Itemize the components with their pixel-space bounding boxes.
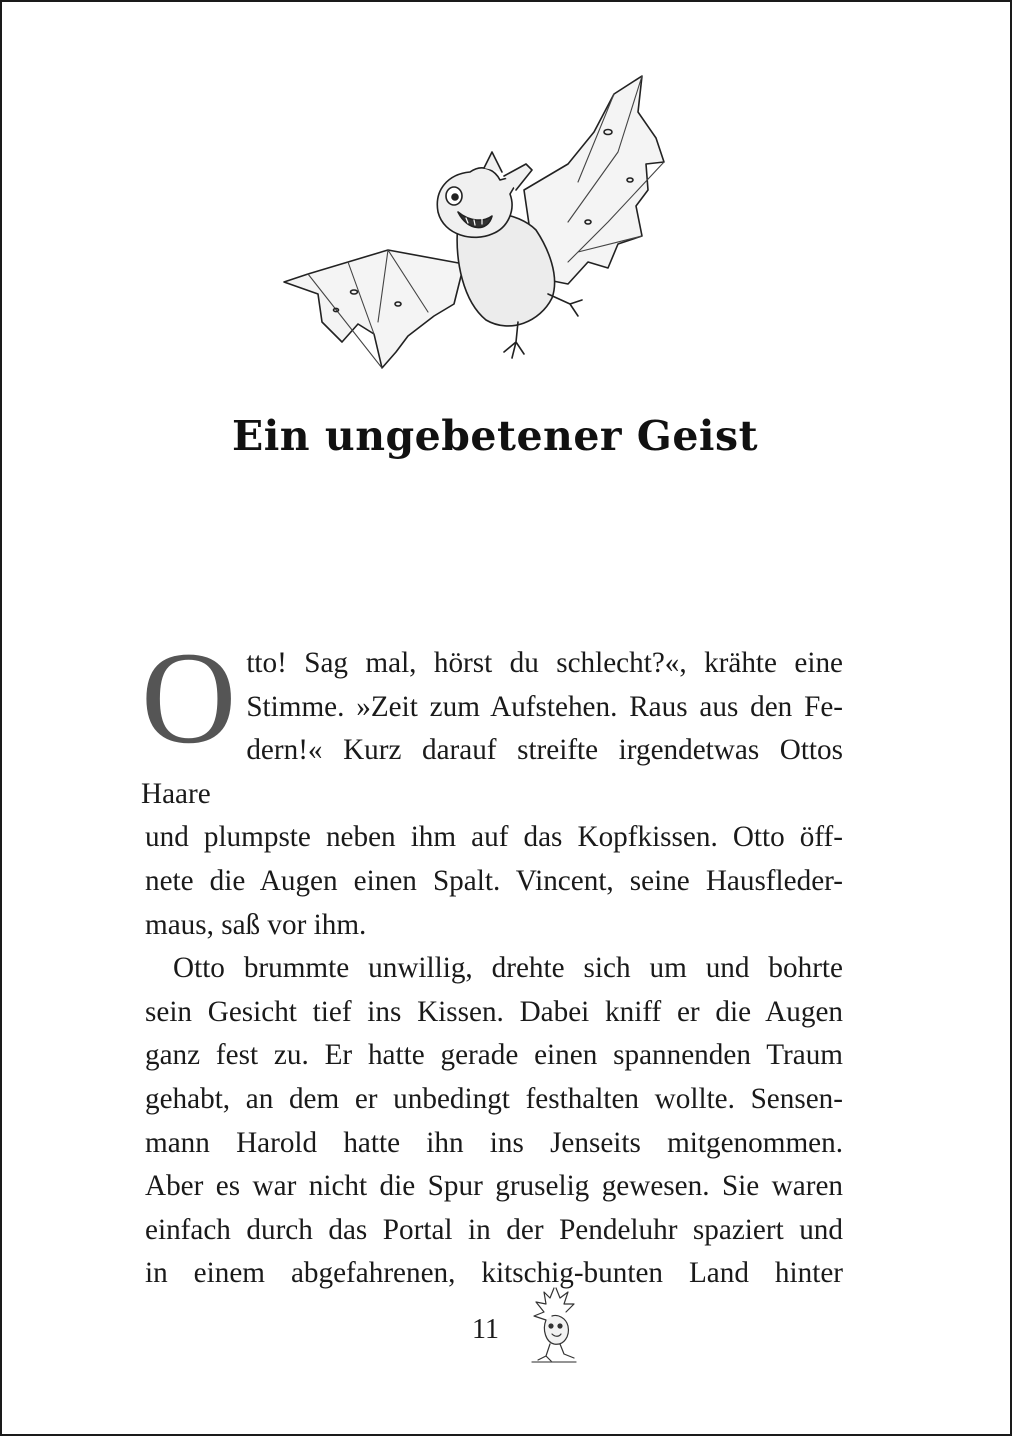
text-line: ganz fest zu. Er hatte gerade einen spannenden Traum [145, 1039, 843, 1072]
chapter-title: Ein ungebetener Geist [231, 412, 759, 460]
text-line: maus, saß vor ihm. [145, 908, 367, 941]
text-line: gehabt, an dem er unbedingt festhalten wollte. Sensen- [145, 1082, 843, 1115]
page-number: 11 [472, 1314, 499, 1345]
small-creature-icon [526, 1282, 582, 1366]
drop-cap: O [141, 624, 237, 771]
text-line: sein Gesicht tief ins Kissen. Dabei kniff er die Augen [145, 995, 843, 1028]
text-line: und plumpste neben ihm auf das Kopfkissen. Otto öff- [145, 821, 843, 854]
text-line: tto! Sag mal, hörst du schlecht?«, krähte eine [246, 647, 843, 679]
bat-illustration-icon [278, 72, 678, 382]
text-line: mann Harold hatte ihn ins Jenseits mitgenommen. [145, 1126, 843, 1159]
text-line: dern!« Kurz darauf streifte irgendetwas Ottos Haare [141, 734, 843, 810]
text-line: Aber es war nicht die Spur gruselig gewesen. Sie waren [145, 1170, 843, 1203]
text-line: einfach durch das Portal in der Pendeluhr spaziert und [145, 1213, 843, 1246]
text-line: Stimme. »Zeit zum Aufstehen. Raus aus den Fe- [246, 690, 843, 723]
paragraph-1 [141, 624, 843, 947]
text-line: in einem abgefahrenen, kitschig-bunten Land hinter [145, 1257, 843, 1290]
text-line: Otto brummte unwillig, drehte sich um und bohrte [173, 952, 843, 985]
chapter-body [141, 624, 843, 1296]
paragraph-2 [145, 947, 843, 1296]
text-line: nete die Augen einen Spalt. Vincent, seine Hausfleder- [145, 864, 843, 897]
